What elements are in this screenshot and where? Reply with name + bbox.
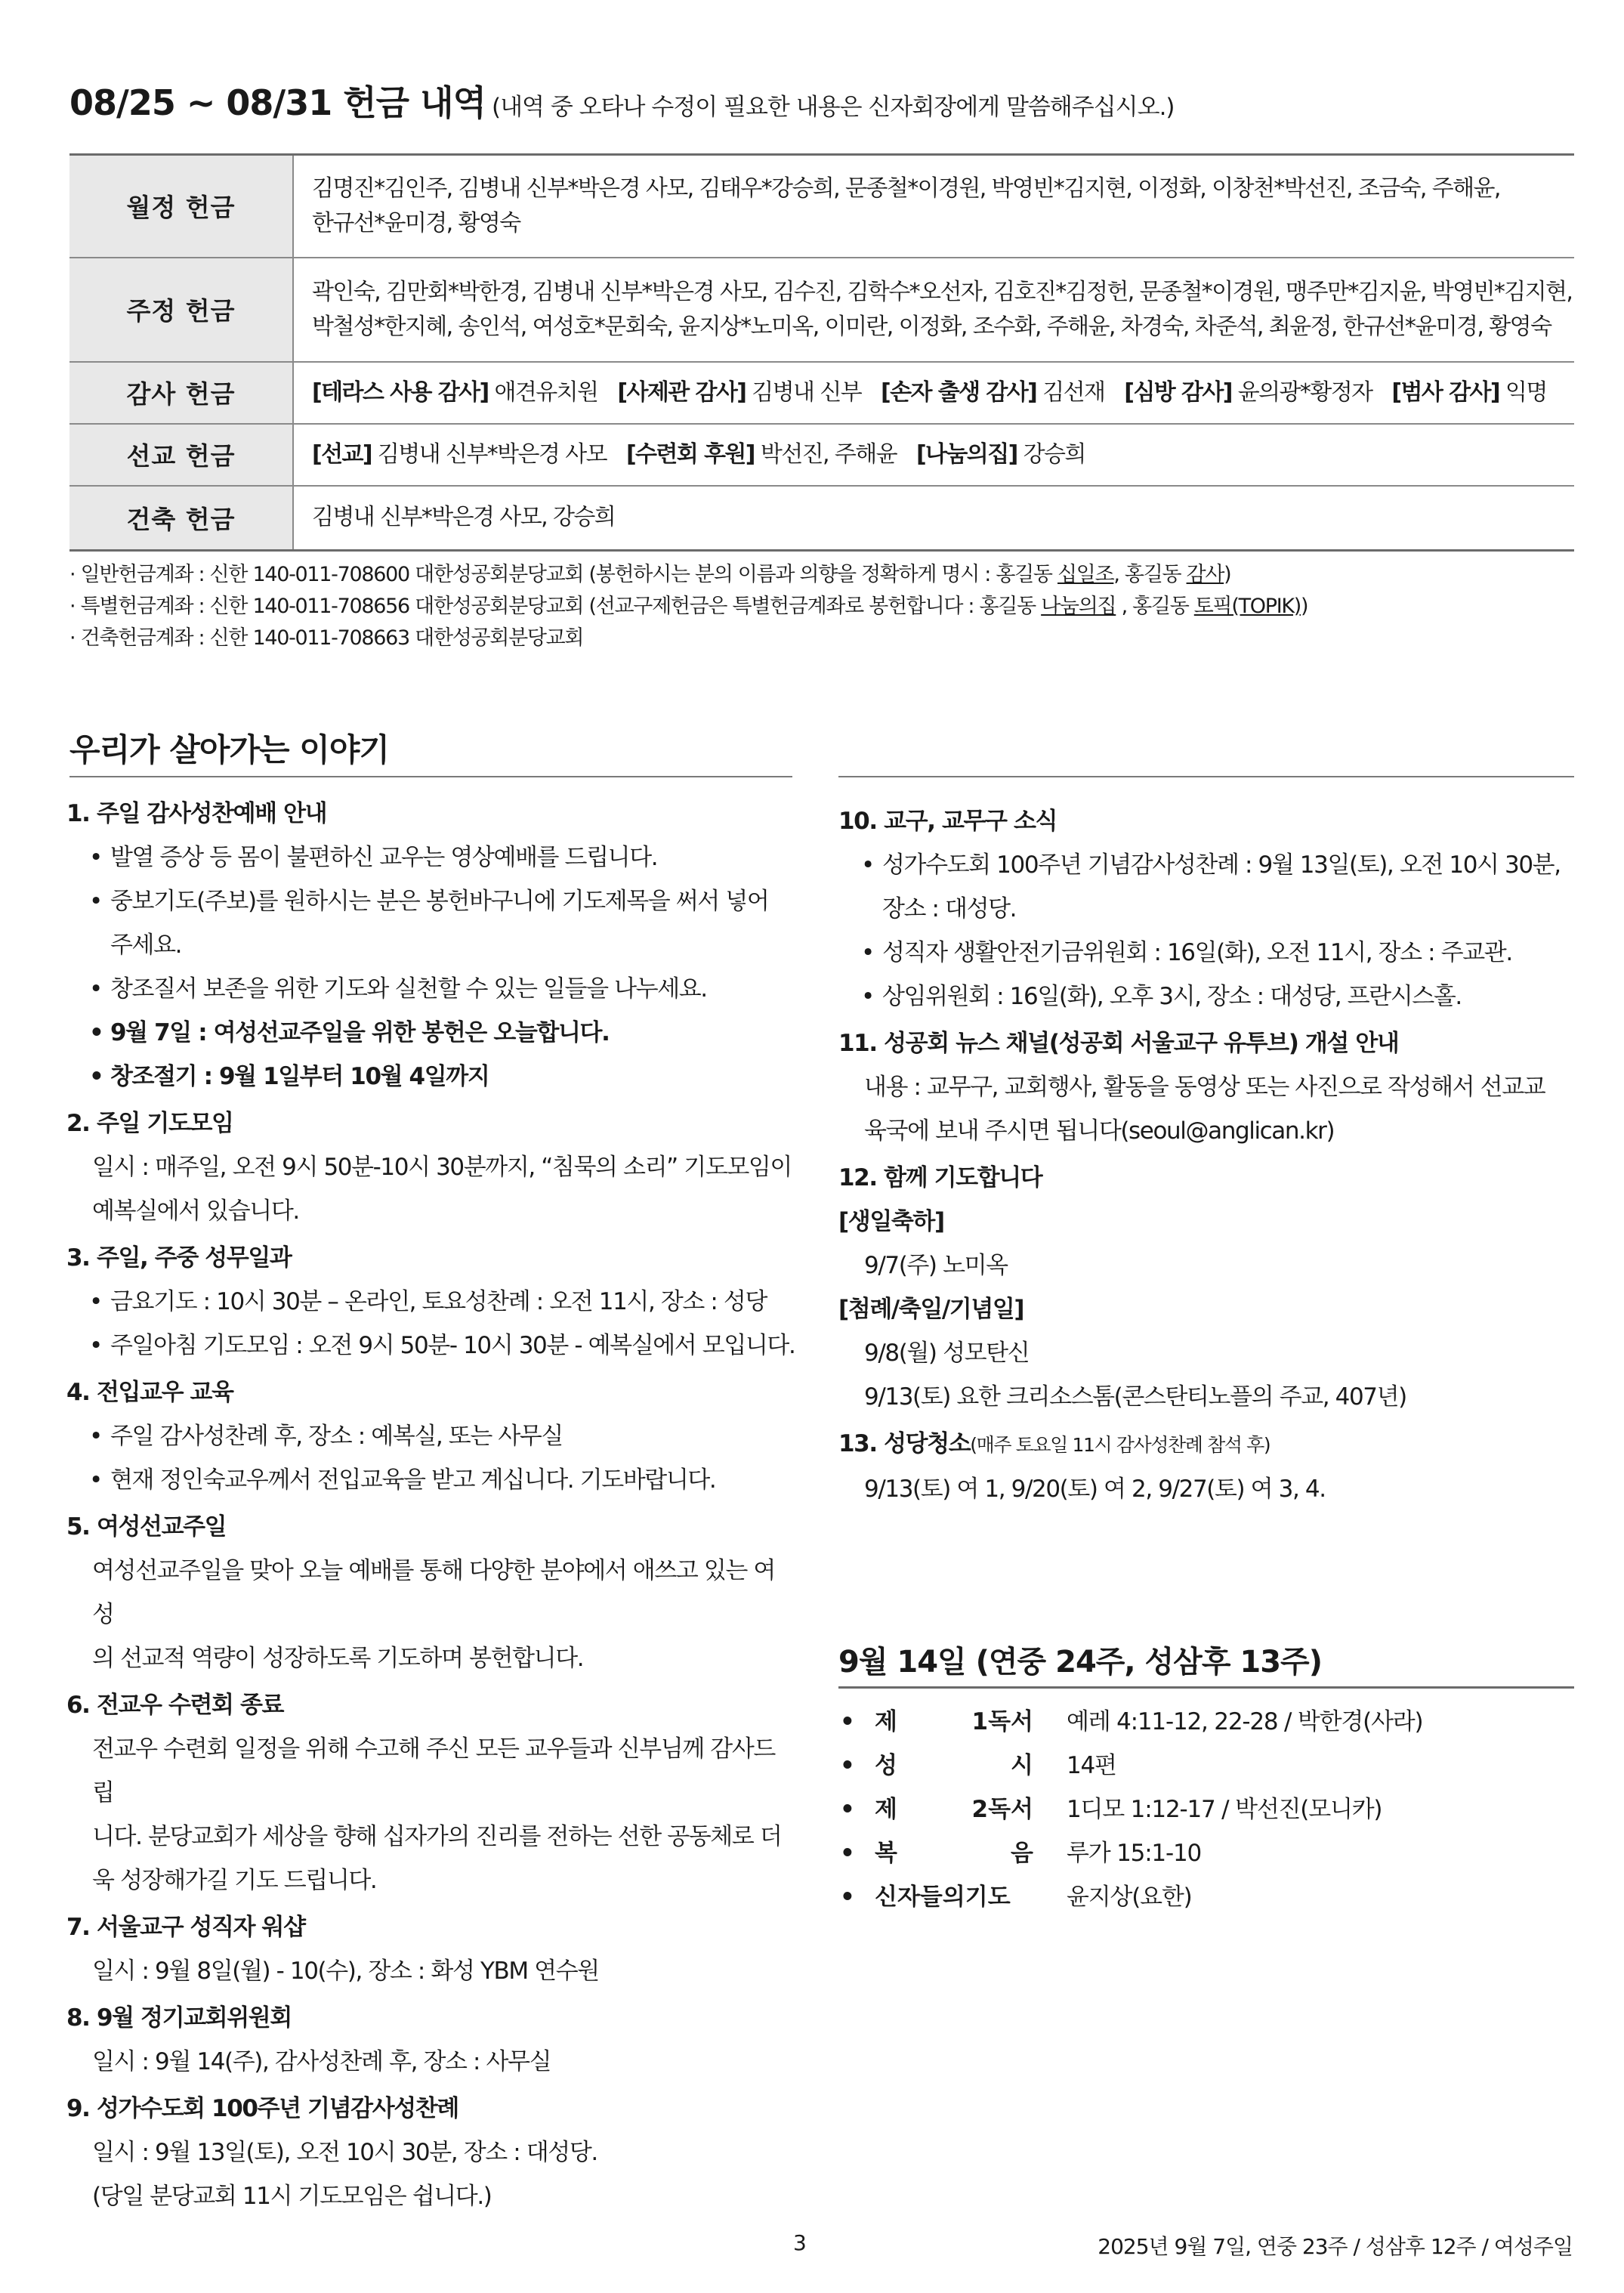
news-title-13-note: (매주 토요일 11시 감사성찬례 참석 후) [970,1434,1270,1456]
news-1-bullet-5: • 창조절기 : 9월 1일부터 10월 4일까지 [66,1055,795,1099]
bullet-icon: • [840,1840,855,1867]
news-1-bullet-2-line-1: 중보기도(주보)를 원하시는 분은 봉헌바구니에 기도제목을 써서 넣어 [110,888,769,915]
section-divider-left [69,776,792,777]
value-weekly [293,258,1574,362]
news-item-8 [66,1996,795,2084]
account-special [69,591,1574,623]
news-item-11 [838,1021,1579,1153]
schedule-value: 루가 15:1-10 [1067,1840,1201,1867]
thanks-tag-4: [심방 감사] [1124,379,1232,406]
schedule-label: 성 시 [875,1752,1033,1779]
label-monthly: 월정 헌금 [69,155,293,258]
schedule-row-gospel [840,1831,1574,1875]
bullet-icon: • [840,1708,855,1735]
news-11-line-2: 육국에 보내 주시면 됩니다(seoul@anglican.kr) [864,1117,1335,1145]
account-general-example-1: 십일조 [1057,563,1114,586]
weekly-line-1: 곽인숙, 김만회*박한경, 김병내 신부*박은경 사모, 김수진, 김학수*오선자, 김호진*김정헌, 문종철*이경원, 맹주만*김지윤, 박영빈*김지현, [312,278,1573,305]
news-item-6 [66,1683,795,1902]
offering-note: (내역 중 오타나 수정이 필요한 내용은 신자회장에게 말씀해주십시오.) [492,94,1175,121]
news-9-line-1: 일시 : 9월 13일(토), 오전 10시 30분, 장소 : 대성당. [92,2139,597,2166]
news-title-1: 1. 주일 감사성찬예배 안내 [66,800,327,827]
birthday-label: [생일축하] [838,1208,944,1235]
news-1-bullet-4: • 9월 7일 : 여성선교주일을 위한 봉헌은 오늘합니다. [66,1011,795,1055]
section-title: 우리가 살아가는 이야기 [69,731,389,768]
offering-table [69,153,1574,552]
feast-label: [첨례/축일/기념일] [838,1296,1024,1323]
news-item-12 [838,1156,1579,1419]
account-special-mid: , 홍길동 [1116,595,1194,618]
news-title-7: 7. 서울교구 성직자 워샵 [66,1914,305,1941]
schedule-row-psalm [840,1744,1574,1788]
row-building [69,486,1574,551]
row-weekly [69,258,1574,362]
schedule-value: 예레 4:11-12, 22-28 / 박한경(사라) [1067,1708,1423,1735]
news-item-4 [66,1371,795,1502]
bullet-icon: • [840,1884,855,1911]
row-monthly [69,155,1574,258]
news-title-2: 2. 주일 기도모임 [66,1110,233,1137]
schedule-label: 제 2독서 [875,1796,1033,1823]
schedule-row-reading-2 [840,1788,1574,1831]
thanks-value-1: 애견유치원 [494,379,598,406]
monthly-line-2: 한규선*윤미경, 황영숙 [312,209,520,236]
schedule-label: 신자들의기도 [875,1884,1011,1911]
weekly-line-2: 박철성*한지혜, 송인석, 여성호*문회숙, 윤지상*노미옥, 이미란, 이정화, 조수화, 주해윤, 차경숙, 차준석, 최윤정, 한규선*윤미경, 황영숙 [312,313,1551,340]
label-building: 건축 헌금 [69,486,293,551]
thanks-value-4: 윤의광*황정자 [1237,379,1372,406]
row-thanks [69,362,1574,424]
news-1-bullet-3: • 창조질서 보존을 위한 기도와 실천할 수 있는 일들을 나누세요. [66,967,795,1011]
mission-value-3: 강승희 [1023,440,1085,468]
news-item-2 [66,1102,795,1233]
news-title-10: 10. 교구, 교무구 소식 [838,808,1057,835]
news-title-13-text: 13. 성당청소 [838,1430,971,1457]
mission-tag-3: [나눔의집] [915,440,1017,468]
row-mission [69,424,1574,486]
mission-tag-1: [선교] [312,440,372,468]
account-special-suffix: ) [1301,595,1308,618]
thanks-value-3: 김선재 [1042,379,1105,406]
news-item-13 [838,1422,1579,1511]
birthday-entry: 9/7(주) 노미옥 [864,1252,1008,1279]
news-title-5: 5. 여성선교주일 [66,1513,227,1541]
feast-entry-1: 9/8(월) 성모탄신 [864,1340,1030,1367]
value-building: 김병내 신부*박은경 사모, 강승희 [312,504,616,531]
news-8-line-1: 일시 : 9월 14(주), 감사성찬례 후, 장소 : 사무실 [92,2048,551,2075]
news-1-bullet-1: • 발열 증상 등 몸이 불편하신 교우는 영상예배를 드립니다. [66,836,795,879]
label-weekly: 주정 헌금 [69,258,293,362]
account-info [69,559,1574,654]
thanks-value-5: 익명 [1505,379,1547,406]
news-title-4: 4. 전입교우 교육 [66,1379,233,1406]
news-10-bullet-1-line-2: 장소 : 대성당. [882,895,1017,922]
schedule-list [840,1700,1574,1919]
footer-date: 2025년 9월 7일, 연중 23주 / 성삼후 12주 / 여성주일 [1098,2234,1573,2259]
news-6-line-1: 전교우 수련회 일정을 위해 수고해 주신 모든 교우들과 신부님께 감사드립 [92,1735,775,1806]
news-10-bullet-3: • 상임위원회 : 16일(화), 오후 3시, 장소 : 대성당, 프란시스홀. [838,975,1579,1018]
news-column-left [66,792,795,2221]
thanks-tag-1: [테라스 사용 감사] [312,379,489,406]
account-general-text: · 일반헌금계좌 : 신한 140-011-708600 대한성공회분당교회 (봉헌하시는 분의 이름과 의향을 정확하게 명시 : 홍길동 [69,563,1057,586]
news-3-bullet-2: • 주일아침 기도모임 : 오전 9시 50분- 10시 30분 - 예복실에서 모입니다. [66,1324,795,1367]
news-2-line-2: 예복실에서 있습니다. [92,1197,299,1225]
news-title-3: 3. 주일, 주중 성무일과 [66,1244,292,1272]
value-thanks [293,362,1574,424]
news-6-line-3: 욱 성장해가길 기도 드립니다. [92,1867,377,1894]
schedule-row-reading-1 [840,1700,1574,1744]
account-general-example-2: 감사 [1186,563,1224,586]
news-title-6: 6. 전교우 수련회 종료 [66,1692,284,1719]
news-1-bullet-2-line-2: 주세요. [110,932,182,959]
schedule-title: 9월 14일 (연중 24주, 성삼후 13주) [838,1645,1322,1680]
account-general-mid: , 홍길동 [1113,563,1187,586]
bullet-icon: • [840,1796,855,1823]
thanks-tag-3: [손자 출생 감사] [881,379,1037,406]
section-divider-right [838,776,1574,777]
account-general [69,559,1574,591]
news-item-7 [66,1905,795,1993]
news-item-10 [838,799,1579,1018]
news-title-9: 9. 성가수도회 100주년 기념감사성찬례 [66,2095,458,2122]
label-thanks: 감사 헌금 [69,362,293,424]
value-monthly [293,155,1574,258]
news-9-line-2: (당일 분당교회 11시 기도모임은 쉽니다.) [92,2183,492,2210]
schedule-label: 제 1독서 [875,1708,1033,1735]
news-11-line-1: 내용 : 교무구, 교회행사, 활동을 동영상 또는 사진으로 작성해서 선교교 [864,1074,1545,1101]
schedule-value: 14편 [1067,1752,1116,1779]
news-10-bullet-1-line-1: 성가수도회 100주년 기념감사성찬례 : 9월 13일(토), 오전 10시 30분, [882,851,1561,879]
thanks-tag-5: [범사 감사] [1391,379,1500,406]
news-item-3 [66,1236,795,1367]
account-special-example-2: 토픽(TOPIK) [1193,595,1301,618]
page-title [69,76,1175,128]
feast-entry-2: 9/13(토) 요한 크리소스톰(콘스탄티노플의 주교, 407년) [864,1383,1406,1411]
thanks-value-2: 김병내 신부 [752,379,862,406]
account-building: · 건축헌금계좌 : 신한 140-011-708663 대한성공회분당교회 [69,626,584,650]
account-special-text: · 특별헌금계좌 : 신한 140-011-708656 대한성공회분당교회 (선교구제헌금은 특별헌금계좌로 봉헌합니다 : 홍길동 [69,595,1042,618]
thanks-tag-2: [사제관 감사] [617,379,746,406]
mission-tag-2: [수련회 후원] [625,440,755,468]
schedule-divider [838,1686,1574,1689]
mission-value-2: 박선진, 주해윤 [760,440,897,468]
news-3-bullet-1: • 금요기도 : 10시 30분 – 온라인, 토요성찬례 : 오전 11시, 장소 : 성당 [66,1280,795,1324]
news-1-bullet-2 [66,879,795,967]
news-title-12: 12. 함께 기도합니다 [838,1164,1042,1191]
news-title-13 [838,1422,1579,1467]
label-mission: 선교 헌금 [69,424,293,486]
bullet-icon: • [840,1752,855,1779]
news-5-line-2: 의 선교적 역량이 성장하도록 기도하며 봉헌합니다. [92,1645,584,1672]
value-mission [293,424,1574,486]
schedule-value: 윤지상(요한) [1067,1884,1192,1911]
account-general-suffix: ) [1224,563,1231,586]
schedule-value: 1디모 1:12-17 / 박선진(모니카) [1067,1796,1382,1823]
news-4-bullet-1: • 주일 감사성찬례 후, 장소 : 예복실, 또는 사무실 [66,1414,795,1458]
news-item-9 [66,2087,795,2218]
news-7-line-1: 일시 : 9월 8일(월) - 10(수), 장소 : 화성 YBM 연수원 [92,1958,599,1985]
news-13-line-1: 9/13(토) 여 1, 9/20(토) 여 2, 9/27(토) 여 3, 4. [864,1476,1326,1503]
news-2-line-1: 일시 : 매주일, 오전 9시 50분-10시 30분까지, “침묵의 소리” 기도모임이 [92,1154,792,1181]
news-item-1 [66,792,795,1099]
mission-value-1: 김병내 신부*박은경 사모 [377,440,607,468]
schedule-label: 복 음 [875,1840,1033,1867]
news-5-line-1: 여성선교주일을 맞아 오늘 예배를 통해 다양한 분야에서 애쓰고 있는 여성 [92,1557,775,1628]
news-title-8: 8. 9월 정기교회위원회 [66,2004,292,2032]
news-item-5 [66,1505,795,1680]
news-title-11: 11. 성공회 뉴스 채널(성공회 서울교구 유투브) 개설 안내 [838,1030,1399,1057]
page-number: 3 [793,2230,807,2255]
news-4-bullet-2: • 현재 정인숙교우께서 전입교육을 받고 계십니다. 기도바랍니다. [66,1458,795,1502]
account-special-example-1: 나눔의집 [1041,595,1116,618]
news-6-line-2: 니다. 분당교회가 세상을 향해 십자가의 진리를 전하는 선한 공동체로 더 [92,1823,782,1850]
schedule-row-prayers [840,1875,1574,1919]
offering-title: 08/25 ~ 08/31 헌금 내역 [69,82,486,123]
monthly-line-1: 김명진*김인주, 김병내 신부*박은경 사모, 김태우*강승희, 문종철*이경원, 박영빈*김지현, 이정화, 이창천*박선진, 조금숙, 주해윤, [312,175,1500,202]
news-column-right [838,799,1579,1514]
news-10-bullet-1 [838,843,1579,931]
news-10-bullet-2: • 성직자 생활안전기금위원회 : 16일(화), 오전 11시, 장소 : 주교관. [838,931,1579,975]
